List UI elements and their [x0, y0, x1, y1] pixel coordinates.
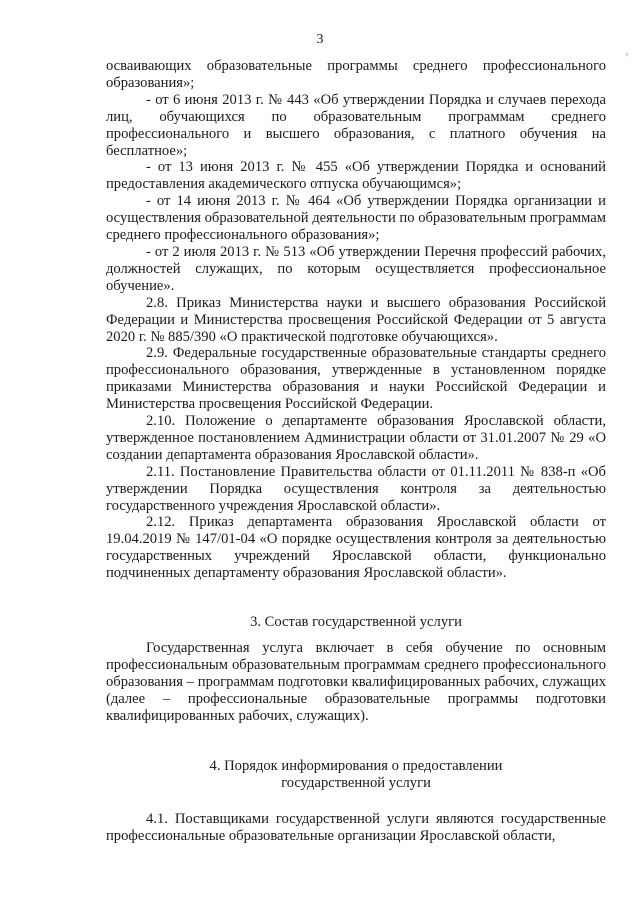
paragraph: 2.11. Постановление Правительства области от 01.11.2011 № 838-п «Об утверждении Порядка осуществления контроля за деятельностью государственного учреждения Ярославской области».: [106, 463, 606, 514]
paragraph: - от 14 июня 2013 г. № 464 «Об утверждении Порядка организации и осуществления образовательной деятельности по образовательным программам среднего профессионального образования»;: [106, 193, 606, 244]
section-heading-4-line-1: 4. Порядок информирования о предоставлении: [209, 758, 503, 774]
paragraph: 2.9. Федеральные государственные образовательные стандарты среднего профессионального образования, утвержденные в установленном порядке приказами Министерства образования и науки Российской Федерации и Министерства просвещения Российской Федерации.: [106, 345, 606, 413]
section-heading-3: 3. Состав государственной услуги: [250, 614, 462, 630]
paragraph: - от 2 июля 2013 г. № 513 «Об утверждении Перечня профессий рабочих, должностей служащих, по которым осуществляется профессиональное обучение».: [106, 243, 606, 294]
paragraph: - от 13 июня 2013 г. № 455 «Об утверждении Порядка и оснований предоставления академического отпуска обучающимся»;: [106, 159, 606, 193]
body-text-block-1: [106, 58, 606, 582]
paragraph: 2.8. Приказ Министерства науки и высшего образования Российской Федерации и Министерства просвещения Российской Федерации от 5 августа 2020 г. № 885/390 «О практической подготовке обучающихся».: [106, 294, 606, 345]
paragraph: - от 6 июня 2013 г. № 443 «Об утверждении Порядка и случаев перехода лиц, обучающихся по образовательным программам среднего профессионального и высшего образования, с платного обучения на бесплатное»;: [106, 91, 606, 159]
page-number: 3: [316, 32, 324, 47]
paragraph: 4.1. Поставщиками государственной услуги являются государственные профессиональные образовательные организации Ярославской области,: [106, 811, 606, 844]
section-heading-4-line-2: государственной услуги: [281, 774, 431, 791]
body-text-block-3: [106, 811, 606, 845]
paragraph: 2.10. Положение о департаменте образования Ярославской области, утвержденное постановлением Администрации области от 31.01.2007 № 29 «О создании департамента образования Ярославской области».: [106, 413, 606, 463]
corner-mark: ꞌ: [626, 52, 628, 63]
body-text-block-2: [106, 640, 606, 725]
paragraph: 2.12. Приказ департамента образования Ярославской области от 19.04.2019 № 147/01-04 «О порядке осуществления контроля за деятельностью государственных учреждений Ярославской области, функционально подчиненных департаменту образования Ярославской области».: [106, 514, 606, 582]
section-heading-4: [106, 758, 606, 792]
paragraph: Государственная услуга включает в себя обучение по основным профессиональным образовательным программам среднего профессионального образования – программам подготовки квалифицированных рабочих, служащих (далее – профессиональные образовательные программы подготовки квалифицированных рабочих, служащих).: [106, 640, 606, 724]
paragraph: осваивающих образовательные программы среднего профессионального образования»;: [106, 58, 606, 91]
